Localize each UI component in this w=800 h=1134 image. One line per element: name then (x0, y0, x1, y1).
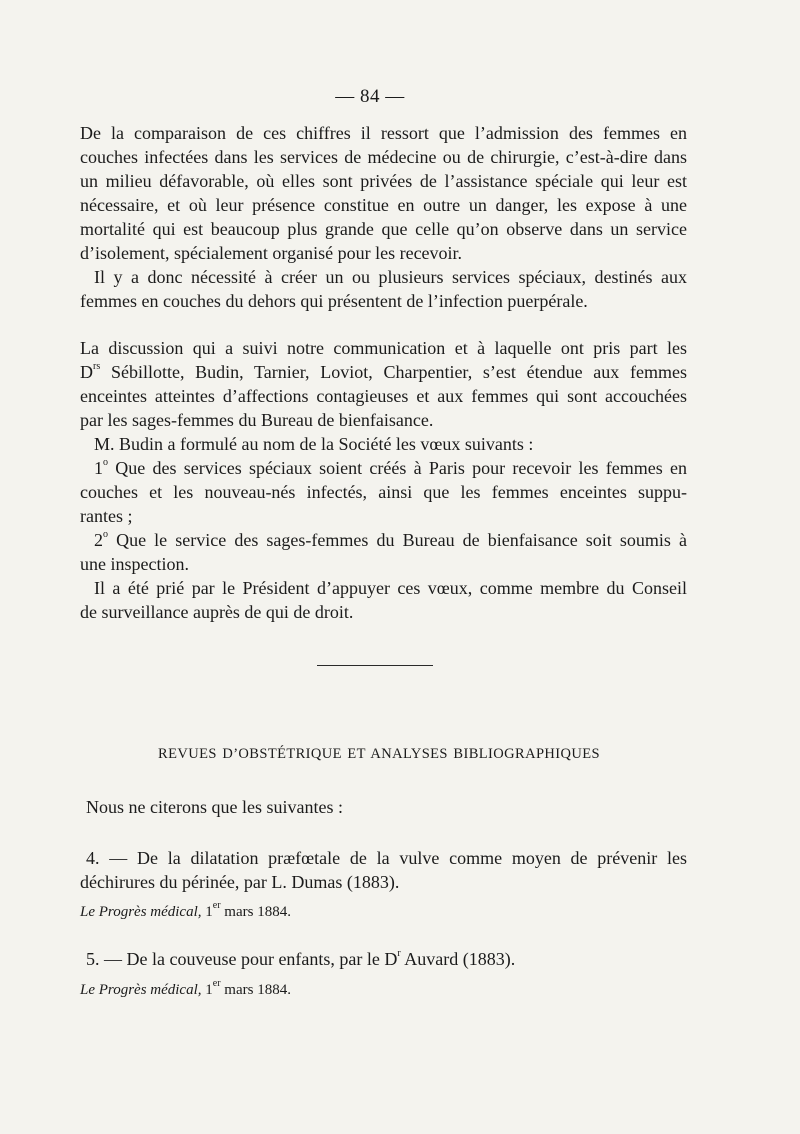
wish-number: 2$^o$ (94, 529, 108, 550)
journal-title: Le Progrès médical, (80, 982, 202, 998)
paragraph-line: nécessaire, et où leur présence constitue en outre un danger, les expose à une (80, 195, 687, 215)
paragraph-line: Il y a donc nécessité à créer un ou plusieurs services spéciaux, destinés aux (94, 267, 687, 287)
wish-line: une inspection. (80, 554, 189, 574)
paragraph-line: d’isolement, spécialement organisé pour les recevoir. (80, 243, 463, 263)
paragraph-line: mortalité qui est beaucoup plus grande que celle qu’on observe dans un service (80, 219, 687, 239)
paragraph-line: femmes en couches du dehors qui présentent de l’infection puerpérale. (80, 291, 588, 311)
bibliography-item: déchirures du périnée, par L. Dumas (1883). (80, 872, 400, 892)
bibliography-item: 4. — De la dilatation præfœtale de la vulve comme moyen de prévenir les (86, 848, 687, 868)
bibliography-reference: Le Progrès médical, 1er mars 1884. (80, 978, 291, 998)
intro-line: Nous ne citerons que les suivantes : (86, 797, 343, 817)
paragraph-line: un milieu défavorable, où elles sont privées de l’assistance spéciale qui leur est (80, 171, 687, 191)
paragraph-line: couches infectées dans les services de médecine ou de chirurgie, c’est-à-dire dans (80, 147, 687, 167)
page-number: — 84 — (335, 86, 405, 107)
paragraph-line: Il a été prié par le Président d’appuyer ces vœux, comme membre du Conseil (94, 578, 687, 598)
bibliography-reference: Le Progrès médical, 1er mars 1884. (80, 900, 291, 920)
wish-number: 1$^o$ (94, 457, 108, 478)
wish-line: 2$^o$ Que le service des sages-femmes du Bureau de bienfaisance soit soumis à (94, 529, 687, 550)
wish-line: rantes ; (80, 506, 133, 526)
paragraph-line: De la comparaison de ces chiffres il ressort que l’admission des femmes en (80, 123, 687, 143)
wish-line: couches et les nouveau-nés infectés, ainsi que les femmes enceintes suppu- (80, 482, 687, 502)
wish-line: 1$^o$ Que des services spéciaux soient créés à Paris pour recevoir les femmes en (94, 457, 687, 478)
paragraph-line: La discussion qui a suivi notre communication et à laquelle ont pris part les (80, 338, 687, 358)
paragraph-line: $D^{rs}$ Sébillotte, Budin, Tarnier, Loviot, Charpentier, s’est étendue aux femmes (80, 361, 687, 382)
journal-title: Le Progrès médical, (80, 904, 202, 920)
doctors-abbrev: $D^{rs}$ (80, 361, 101, 382)
paragraph-line: M. Budin a formulé au nom de la Société les vœux suivants : (94, 434, 534, 454)
paragraph-line: enceintes atteintes d’affections contagieuses et aux femmes qui sont accouchées (80, 386, 687, 406)
paragraph-line: par les sages-femmes du Bureau de bienfaisance. (80, 410, 434, 430)
section-divider (317, 665, 433, 666)
bibliography-item: 5. — De la couveuse pour enfants, par le $D^r$ Auvard (1883). (86, 948, 516, 969)
paragraph-line: de surveillance auprès de qui de droit. (80, 602, 354, 622)
section-heading: REVUES D’OBSTÉTRIQUE ET ANALYSES BIBLIOGRAPHIQUES (158, 746, 600, 762)
